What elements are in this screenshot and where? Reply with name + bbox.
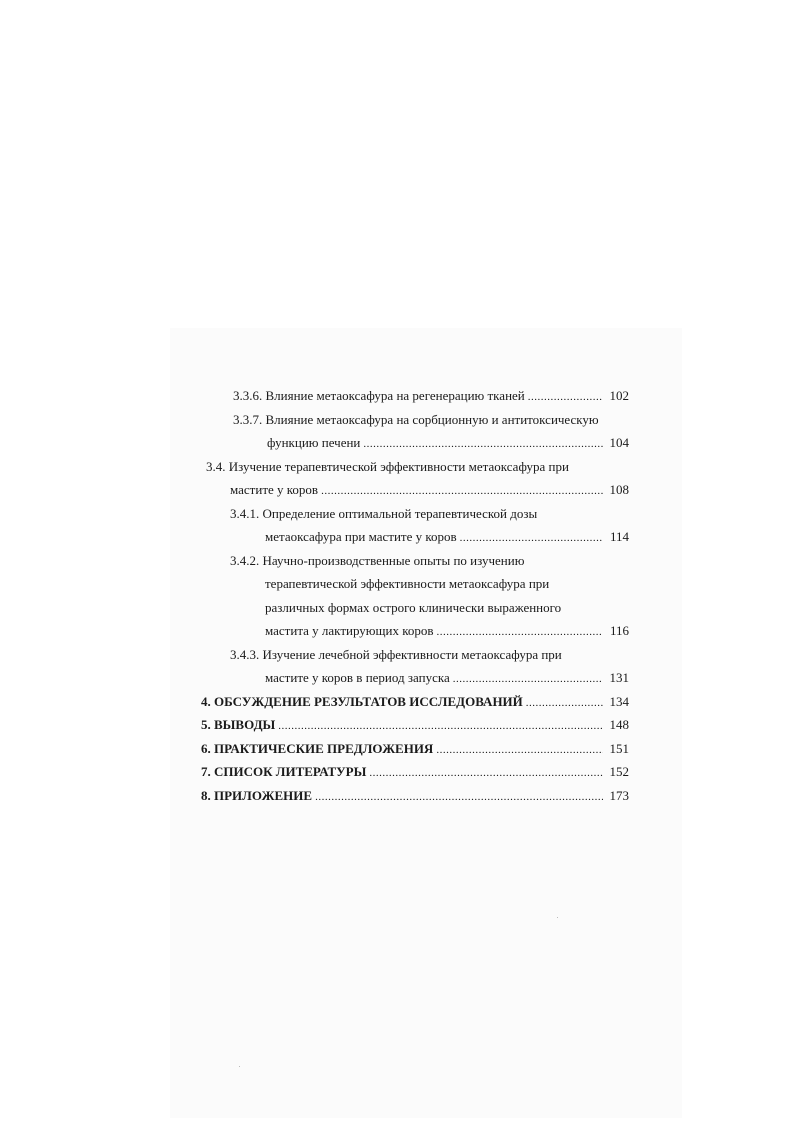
toc-entry-3-4-2-line2: терапевтической эффективности метаоксафура при xyxy=(265,576,550,591)
toc-entry-3-4-2-line3: различных формах острого клинически выраженного xyxy=(265,600,562,615)
toc-page-number: 114 xyxy=(609,529,629,544)
toc-entry-text: мастите у коров в период запуска xyxy=(265,670,450,685)
toc-entry-text: функцию печени xyxy=(267,435,361,450)
dot-leader xyxy=(460,528,603,548)
toc-entry-3-4-2-cont xyxy=(265,621,629,641)
dot-leader xyxy=(526,693,603,713)
toc-entry-3-4-3-cont xyxy=(265,668,629,688)
toc-page-number: 173 xyxy=(609,788,629,803)
dot-leader xyxy=(369,763,603,783)
toc-page-number: 151 xyxy=(609,741,629,756)
toc-page-number: 108 xyxy=(609,482,629,497)
toc-entry-3-3-7-cont xyxy=(267,433,629,453)
toc-entry-3-4-cont xyxy=(230,480,629,500)
toc-entry-chapter-8 xyxy=(201,786,629,806)
toc-page-number: 131 xyxy=(609,670,629,685)
dot-leader xyxy=(528,387,603,407)
toc-entry-3-4: 3.4. Изучение терапевтической эффективности метаоксафура при xyxy=(206,459,569,474)
dot-leader xyxy=(321,481,603,501)
toc-entry-3-4-1-cont xyxy=(265,527,629,547)
toc-entry-3-4-3: 3.4.3. Изучение лечебной эффективности метаоксафура при xyxy=(230,647,562,662)
toc-entry-chapter-7 xyxy=(201,762,629,782)
toc-entry-text: метаоксафура при мастите у коров xyxy=(265,529,457,544)
toc-entry-text: 4. ОБСУЖДЕНИЕ РЕЗУЛЬТАТОВ ИССЛЕДОВАНИЙ xyxy=(201,694,523,709)
toc-entry-text: 5. ВЫВОДЫ xyxy=(201,717,276,732)
toc-page-number: 116 xyxy=(609,623,629,638)
toc-entry-3-4-2: 3.4.2. Научно-производственные опыты по изучению xyxy=(230,553,525,568)
toc-entry-3-3-7: 3.3.7. Влияние метаоксафура на сорбционную и антитоксическую xyxy=(233,412,599,427)
toc-entry-text: 3.3.6. Влияние метаоксафура на регенерацию тканей xyxy=(233,388,525,403)
toc-page-number: 102 xyxy=(609,388,629,403)
toc-page-number: 148 xyxy=(609,717,629,732)
toc-entry-3-4-1: 3.4.1. Определение оптимальной терапевтической дозы xyxy=(230,506,538,521)
scan-speck xyxy=(557,917,558,918)
toc-entry-text: мастите у коров xyxy=(230,482,319,497)
dot-leader xyxy=(278,716,603,736)
toc-page-number: 152 xyxy=(609,764,629,779)
toc-page-number: 134 xyxy=(609,694,629,709)
toc-entry-text: 8. ПРИЛОЖЕНИЕ xyxy=(201,788,313,803)
toc-entry-text: мастита у лактирующих коров xyxy=(265,623,434,638)
scan-speck xyxy=(239,1066,240,1067)
toc-entry-chapter-6 xyxy=(201,739,629,759)
toc-page-number: 104 xyxy=(609,435,629,450)
toc-entry-text: 6. ПРАКТИЧЕСКИЕ ПРЕДЛОЖЕНИЯ xyxy=(201,741,434,756)
dot-leader xyxy=(436,740,603,760)
dot-leader xyxy=(315,787,603,807)
toc-entry-chapter-4 xyxy=(201,692,629,712)
toc-entry-chapter-5 xyxy=(201,715,629,735)
toc-entry-text: 7. СПИСОК ЛИТЕРАТУРЫ xyxy=(201,764,367,779)
dot-leader xyxy=(437,622,603,642)
dot-leader xyxy=(363,434,603,454)
dot-leader xyxy=(453,669,603,689)
toc-entry-3-3-6 xyxy=(233,386,629,406)
